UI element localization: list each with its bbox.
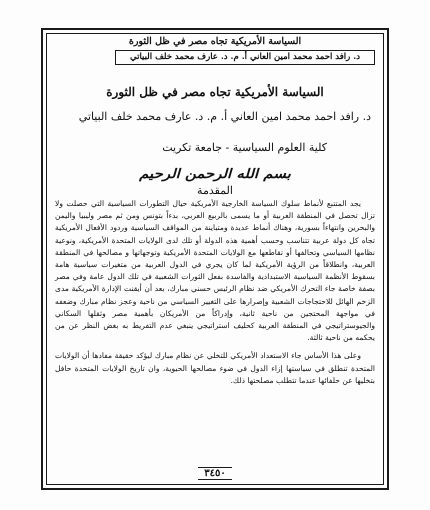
paragraph-1: يجد المتتبع لأنماط سلوك السياسة الخارجية الأمريكية حيال التطورات السياسية التي حصلت ولا تزال تحصل في المنطقة العربية أو ما يسمى بالربيع العربي، بدءاً بتونس ومن ثم مصر وليبيا واليمن والبحرين وانتهاءاً بسورية، وهناك أنماط عديدة ومتباينة من المواقف السياسية وردود الأفعال الأمريكية تجاه كل دولة عربية تتناسب وحسب أهمية هذه الدولة أو تلك لدى الولايات المتحدة الأمريكية، ونوعية نظامها السياسي وتحالفها أو تقاطعها مع الولايات المتحدة الأمريكية وتوجهاتها و مصالحها في المنطقة العربية، وانطلاقاً من الرؤية الأمريكية لما كان يجري في الدول العربية من متغيرات سياسية هامة بسقوط الأنظمة السياسية الاستبدادية والفاسدة بفعل الثورات الشعبية في تلك الدول عامة وفي مصر بصفة خاصة جاء التحرك الأمريكي ضد نظام الرئيس حسني مبارك، بعد أن أيقنت الإدارة الأمريكية مدى الزخم الهائل للاحتجاجات الشعبية وإصرارها على التغيير السياسي من ناحية وعجز نظام مبارك وضعفه في مواجهة المحتجين من ناحية ثانية، وإدراكاً من الأمريكان بأهمية مصر وثقلها السكاني والجيوستراتيجي في المنطقة العربية كحليف استراتيجي ينبغي عدم التفريط به بغض النظر عن من يحكمه من ناحية ثالثة.: [55, 199, 375, 343]
section-heading: المقدمة: [197, 184, 233, 197]
paragraph-2: وعلى هذا الأساس جاء الاستعداد الأمريكي للتخلي عن نظام مبارك ليؤكد حقيقة مفادها أن الولايات المتحدة تنطلق في سياستها إزاء الدول في ضوء مصالحها الحيوية، وان تاريخ الولايات المتحدة حافل بتخليها عن حلفائها عندما تتطلب مصلحتها ذلك.: [55, 351, 375, 385]
running-header-authors: د. رافد احمد محمد امين العاني أ. م. د. عارف محمد خلف البياتي: [115, 50, 375, 65]
affiliation: كلية العلوم السياسية - جامعة تكريت: [162, 141, 327, 154]
page-number: ٣٤٥٠: [198, 467, 231, 480]
page-number-footer: [43, 461, 387, 480]
running-header-title: السياسة الأمريكية تجاه مصر في ظل الثورة: [128, 36, 302, 47]
basmala-calligraphy: [43, 163, 387, 182]
page-border: [41, 28, 389, 490]
body-text: [55, 198, 375, 387]
basmala-text: بسم الله الرحمن الرحيم: [139, 167, 291, 182]
article-title: السياسة الأمريكية تجاه مصر في ظل الثورة: [106, 85, 324, 99]
author-names: د. رافد احمد محمد امين العاني أ. م. د. عارف محمد خلف البياتي: [78, 110, 371, 123]
